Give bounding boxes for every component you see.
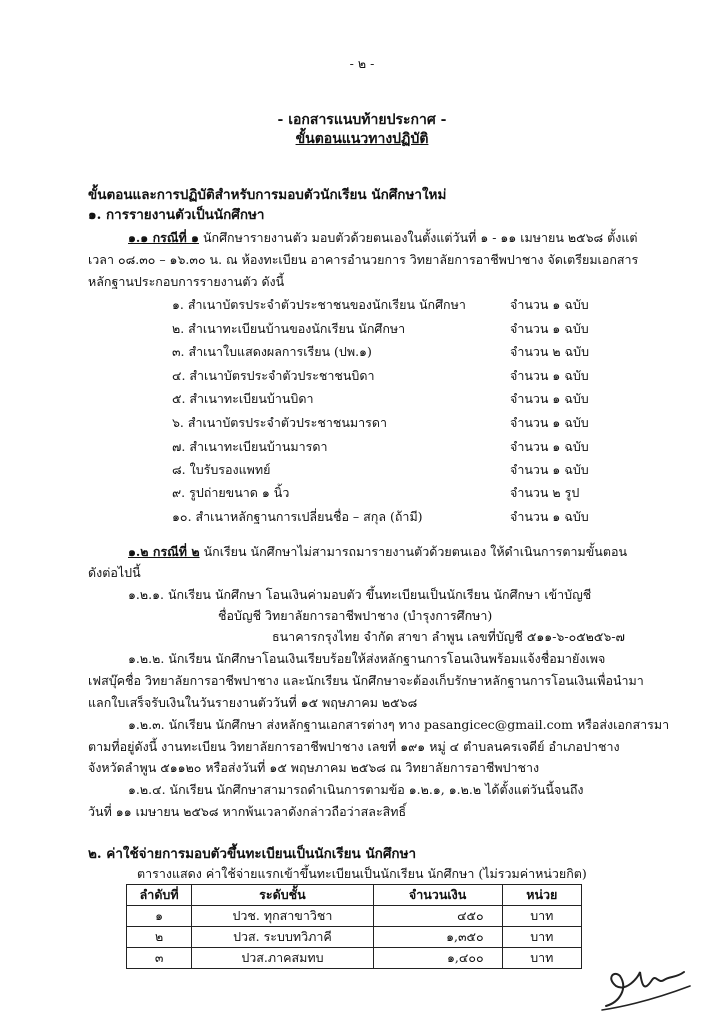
document-name: ๖. สำเนาบัตรประจำตัวประชาชนมารดา (172, 415, 387, 430)
document-quantity: จำนวน ๑ ฉบับ (510, 439, 589, 454)
step-1-2-1: ๑.๒.๑. นักเรียน นักศึกษา โอนเงินค่ามอบตัว ขึ้นทะเบียนเป็นนักเรียน นักศึกษา เข้าบัญชี (128, 587, 592, 602)
table-cell: ปวส. ระบบทวิภาคี (192, 927, 373, 948)
document-quantity: จำนวน ๒ รูป (510, 485, 580, 500)
document-quantity: จำนวน ๒ ฉบับ (510, 344, 590, 359)
table-cell: บาท (502, 927, 581, 948)
case1-line3: หลักฐานประกอบการรายงานตัว ดังนี้ (88, 274, 285, 289)
document-quantity: จำนวน ๑ ฉบับ (510, 509, 589, 524)
account-number: ธนาคารกรุงไทย จำกัด สาขา ลำพูน เลขที่บัญชี ๕๑๑-๖-๐๕๒๕๖-๗ (272, 629, 625, 644)
document-name: ๕. สำเนาทะเบียนบ้านบิดา (172, 391, 314, 406)
section1-heading: ๑. การรายงานตัวเป็นนักศึกษา (88, 207, 265, 223)
column-header: ลำดับที่ (127, 885, 192, 906)
document-quantity: จำนวน ๑ ฉบับ (510, 391, 589, 406)
step-1-2-2-line3: แลกใบเสร็จรับเงินในวันรายงานตัววันที่ ๑๕ พฤษภาคม ๒๕๖๘ (88, 695, 418, 710)
fees-table (126, 884, 582, 969)
table-header-row (127, 885, 582, 906)
column-header: หน่วย (502, 885, 581, 906)
case1-line2: เวลา ๐๘.๓๐ – ๑๖.๓๐ น. ณ ห้องทะเบียน อาคารอำนวยการ วิทยาลัยการอาชีพปาชาง จัดเตรียมเอกสาร (88, 252, 639, 267)
case1-line1 (128, 230, 638, 246)
table-row (127, 927, 582, 948)
column-header: จำนวนเงิน (373, 885, 502, 906)
table-cell: บาท (502, 948, 581, 969)
document-title: - เอกสารแนบท้ายประกาศ - (277, 112, 447, 128)
document-name: ๔. สำเนาบัตรประจำตัวประชาชนบิดา (172, 368, 375, 383)
document-quantity: จำนวน ๑ ฉบับ (510, 297, 589, 312)
document-subtitle: ขั้นตอนแนวทางปฏิบัติ (295, 131, 429, 147)
step-1-2-2-line2: เฟสบุ๊คชื่อ วิทยาลัยการอาชีพปาชาง และนักเรียน นักศึกษาจะต้องเก็บรักษาหลักฐานการโอนเงินเพื่อนำมา (88, 673, 644, 688)
step-1-2-2-line1: ๑.๒.๒. นักเรียน นักศึกษาโอนเงินเรียบร้อยให้ส่งหลักฐานการโอนเงินพร้อมแจ้งชื่อมายังเพจ (128, 651, 606, 666)
section2-heading: ๒. ค่าใช้จ่ายการมอบตัวขึ้นทะเบียนเป็นนักเรียน นักศึกษา (88, 846, 417, 862)
document-name: ๙. รูปถ่ายขนาด ๑ นิ้ว (172, 485, 290, 500)
case1-text: นักศึกษารายงานตัว มอบตัวด้วยตนเองในตั้งแต่วันที่ ๑ - ๑๑ เมษายน ๒๕๖๘ ตั้งแต่ (202, 230, 638, 245)
step-1-2-3-line2: ตามที่อยู่ดังนี้ งานทะเบียน วิทยาลัยการอาชีพปาชาง เลขที่ ๑๙๑ หมู่ ๔ ตำบลนครเจดีย์ อำเภอปาชาง (88, 739, 620, 754)
table-cell: ปวช. ทุกสาขาวิชา (192, 906, 373, 927)
table-cell: ๓ (127, 948, 192, 969)
case1-label: ๑.๑ กรณีที่ ๑ (128, 230, 199, 245)
step-1-2-3-line3: จังหวัดลำพูน ๕๑๑๒๐ หรือส่งวันที่ ๑๕ พฤษภาคม ๒๕๖๘ ณ วิทยาลัยการอาชีพปาชาง (88, 760, 540, 775)
table-cell: ๒ (127, 927, 192, 948)
table-cell: ๑,๔๐๐ (373, 948, 502, 969)
table-row (127, 906, 582, 927)
table-cell: ๑,๓๕๐ (373, 927, 502, 948)
document-name: ๒. สำเนาทะเบียนบ้านของนักเรียน นักศึกษา (172, 321, 406, 336)
table-row (127, 948, 582, 969)
document-quantity: จำนวน ๑ ฉบับ (510, 415, 589, 430)
case2-line2: ดังต่อไปนี้ (88, 565, 141, 580)
document-quantity: จำนวน ๑ ฉบับ (510, 368, 589, 383)
table-cell: ปวส.ภาคสมทบ (192, 948, 373, 969)
step-1-2-4-line2: วันที่ ๑๑ เมษายน ๒๕๖๘ หากพ้นเวลาดังกล่าวถือว่าสละสิทธิ์ (88, 804, 407, 819)
case2-text: นักเรียน นักศึกษาไม่สามารถมารายงานตัวด้วยตนเอง ให้ดำเนินการตามขั้นตอน (203, 544, 627, 559)
case2-label: ๑.๒ กรณีที่ ๒ (128, 544, 200, 559)
step-1-2-4-line1: ๑.๒.๔. นักเรียน นักศึกษาสามารถดำเนินการตามข้อ ๑.๒.๑, ๑.๒.๒ ได้ตั้งแต่วันนี้จนถึง (128, 782, 584, 797)
table-caption: ตารางแสดง ค่าใช้จ่ายแรกเข้าขึ้นทะเบียนเป็นนักเรียน นักศึกษา (ไม่รวมค่าหน่วยกิต) (137, 866, 587, 881)
account-name: ชื่อบัญชี วิทยาลัยการอาชีพปาชาง (บำรุงการศึกษา) (218, 608, 493, 623)
page-number: - ๒ - (349, 56, 375, 71)
table-cell: บาท (502, 906, 581, 927)
step-1-2-3-line1: ๑.๒.๓. นักเรียน นักศึกษา ส่งหลักฐานเอกสารต่างๆ ทาง pasangicec@gmail.com หรือส่งเอกสารมา (128, 717, 670, 732)
document-name: ๑. สำเนาบัตรประจำตัวประชาชนของนักเรียน นักศึกษา (172, 297, 466, 312)
table-cell: ๑ (127, 906, 192, 927)
intro-heading: ขั้นตอนและการปฏิบัติสำหรับการมอบตัวนักเรียน นักศึกษาใหม่ (88, 187, 447, 203)
document-quantity: จำนวน ๑ ฉบับ (510, 321, 589, 336)
document-name: ๗. สำเนาทะเบียนบ้านมารดา (172, 439, 328, 454)
document-name: ๑๐. สำเนาหลักฐานการเปลี่ยนชื่อ – สกุล (ถ้ามี) (172, 509, 423, 524)
signature-mark (598, 962, 698, 1012)
case2-line1 (128, 544, 627, 560)
document-name: ๘. ใบรับรองแพทย์ (172, 462, 271, 477)
column-header: ระดับชั้น (192, 885, 373, 906)
document-quantity: จำนวน ๑ ฉบับ (510, 462, 589, 477)
table-cell: ๔๕๐ (373, 906, 502, 927)
document-name: ๓. สำเนาใบแสดงผลการเรียน (ปพ.๑) (172, 344, 372, 359)
